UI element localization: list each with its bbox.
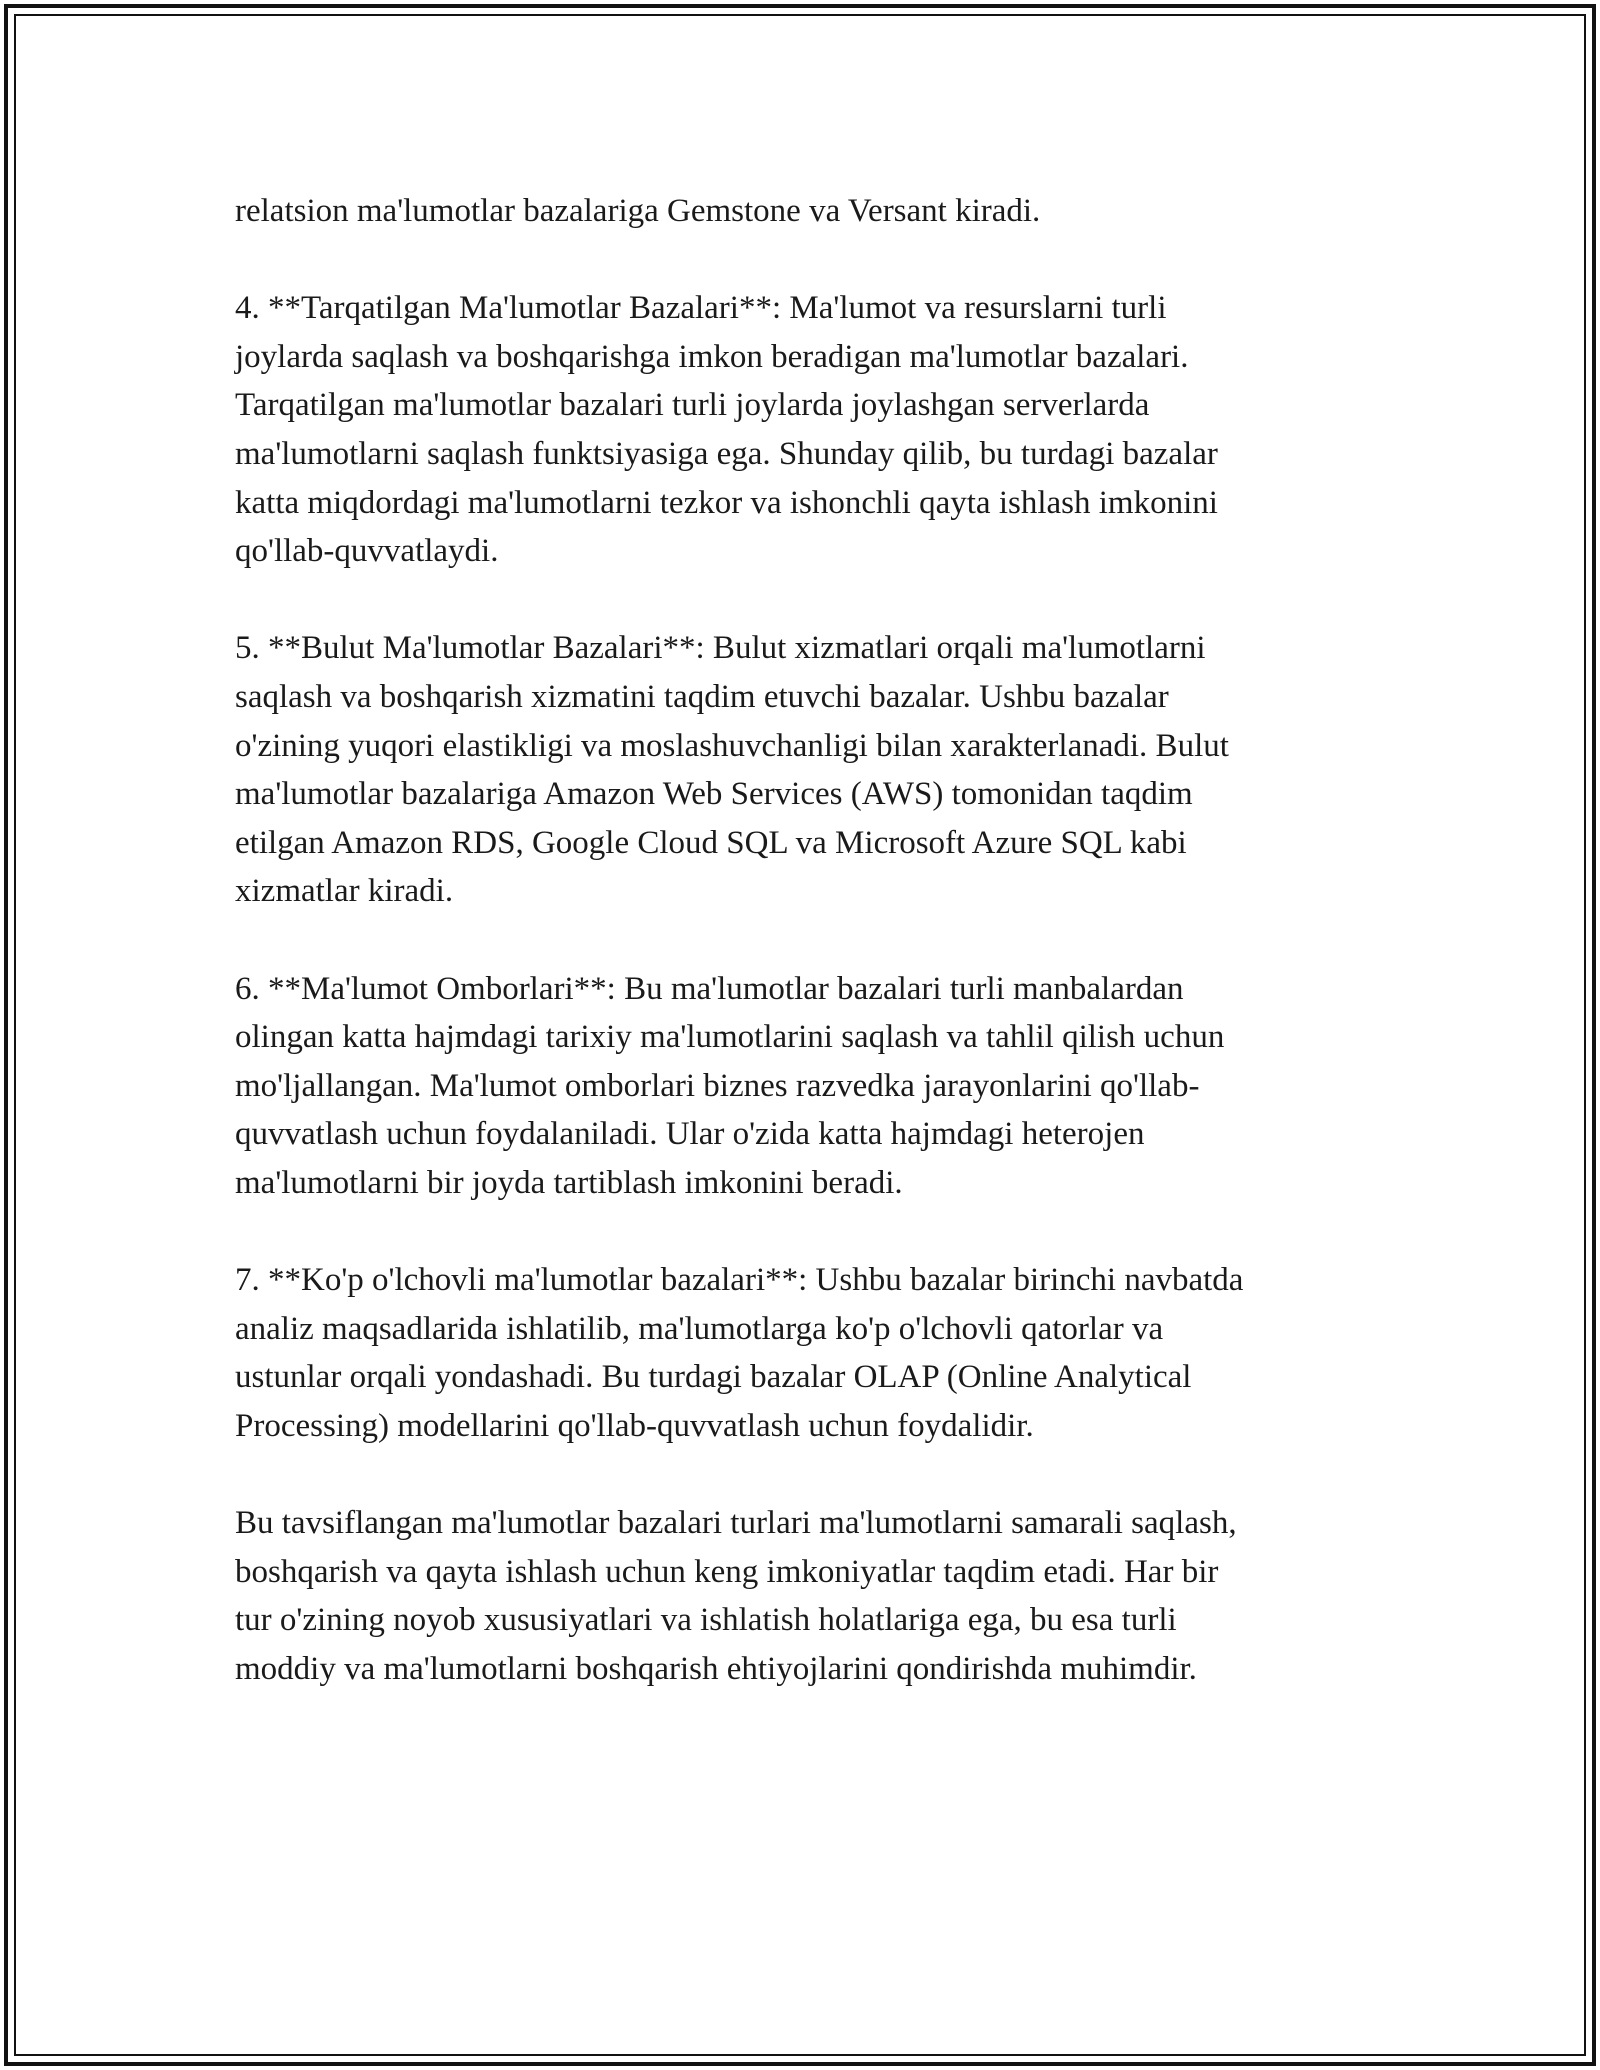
paragraph-multidimensional-databases: 7. **Ko'p o'lchovli ma'lumotlar bazalari**: Ushbu bazalar birinchi navbatda analiz maqsadlarida ishlatilib, ma'lumotlarga ko'p o'lchovli qatorlar va ustunlar orqali yondashadi. Bu turdagi bazalar OLAP (Online Analytical Processing) modellarini qo'llab-quvvatlash uchun foydalidir. <box>235 1262 1244 1444</box>
paragraph-cloud-databases: 5. **Bulut Ma'lumotlar Bazalari**: Bulut xizmatlari orqali ma'lumotlarni saqlash va boshqarish xizmatini taqdim etuvchi bazalar. Ushbu bazalar o'zining yuqori elastikligi va moslashuvchanligi bilan xarakterlanadi. Bulut ma'lumotlar bazalariga Amazon Web Services (AWS) tomonidan taqdim etilgan Amazon RDS, Google Cloud SQL va Microsoft Azure SQL kabi xizmatlar kiradi. <box>235 630 1229 910</box>
document-body <box>235 187 1395 1742</box>
paragraph-intro-continuation: relatsion ma'lumotlar bazalariga Gemstone va Versant kiradi. <box>235 193 1041 229</box>
paragraph-data-warehouses: 6. **Ma'lumot Omborlari**: Bu ma'lumotlar bazalari turli manbalardan olingan katta hajmdagi tarixiy ma'lumotlarini saqlash va tahlil qilish uchun mo'ljallangan. Ma'lumot omborlari biznes razvedka jarayonlarini qo'llab- quvvatlash uchun foydalaniladi. Ular o'zida katta hajmdagi heterojen ma'lumotlarni bir joyda tartiblash imkonini beradi. <box>235 970 1225 1201</box>
paragraph-distributed-databases: 4. **Tarqatilgan Ma'lumotlar Bazalari**: Ma'lumot va resurslarni turli joylarda saqlash va boshqarishga imkon beradigan ma'lumotlar bazalari. Tarqatilgan ma'lumotlar bazalari turli joylarda joylashgan serverlarda ma'lumotlarni saqlash funktsiyasiga ega. Shunday qilib, bu turdagi bazalar katta miqdordagi ma'lumotlarni tezkor va ishonchli qayta ishlash imkonini qo'llab-quvvatlaydi. <box>235 290 1218 570</box>
paragraph-conclusion: Bu tavsiflangan ma'lumotlar bazalari turlari ma'lumotlarni samarali saqlash, boshqarish va qayta ishlash uchun keng imkoniyatlar taqdim etadi. Har bir tur o'zining noyob xususiyatlari va ishlatish holatlariga ega, bu esa turli moddiy va ma'lumotlarni boshqarish ehtiyojlarini qondirishda muhimdir. <box>235 1505 1237 1687</box>
